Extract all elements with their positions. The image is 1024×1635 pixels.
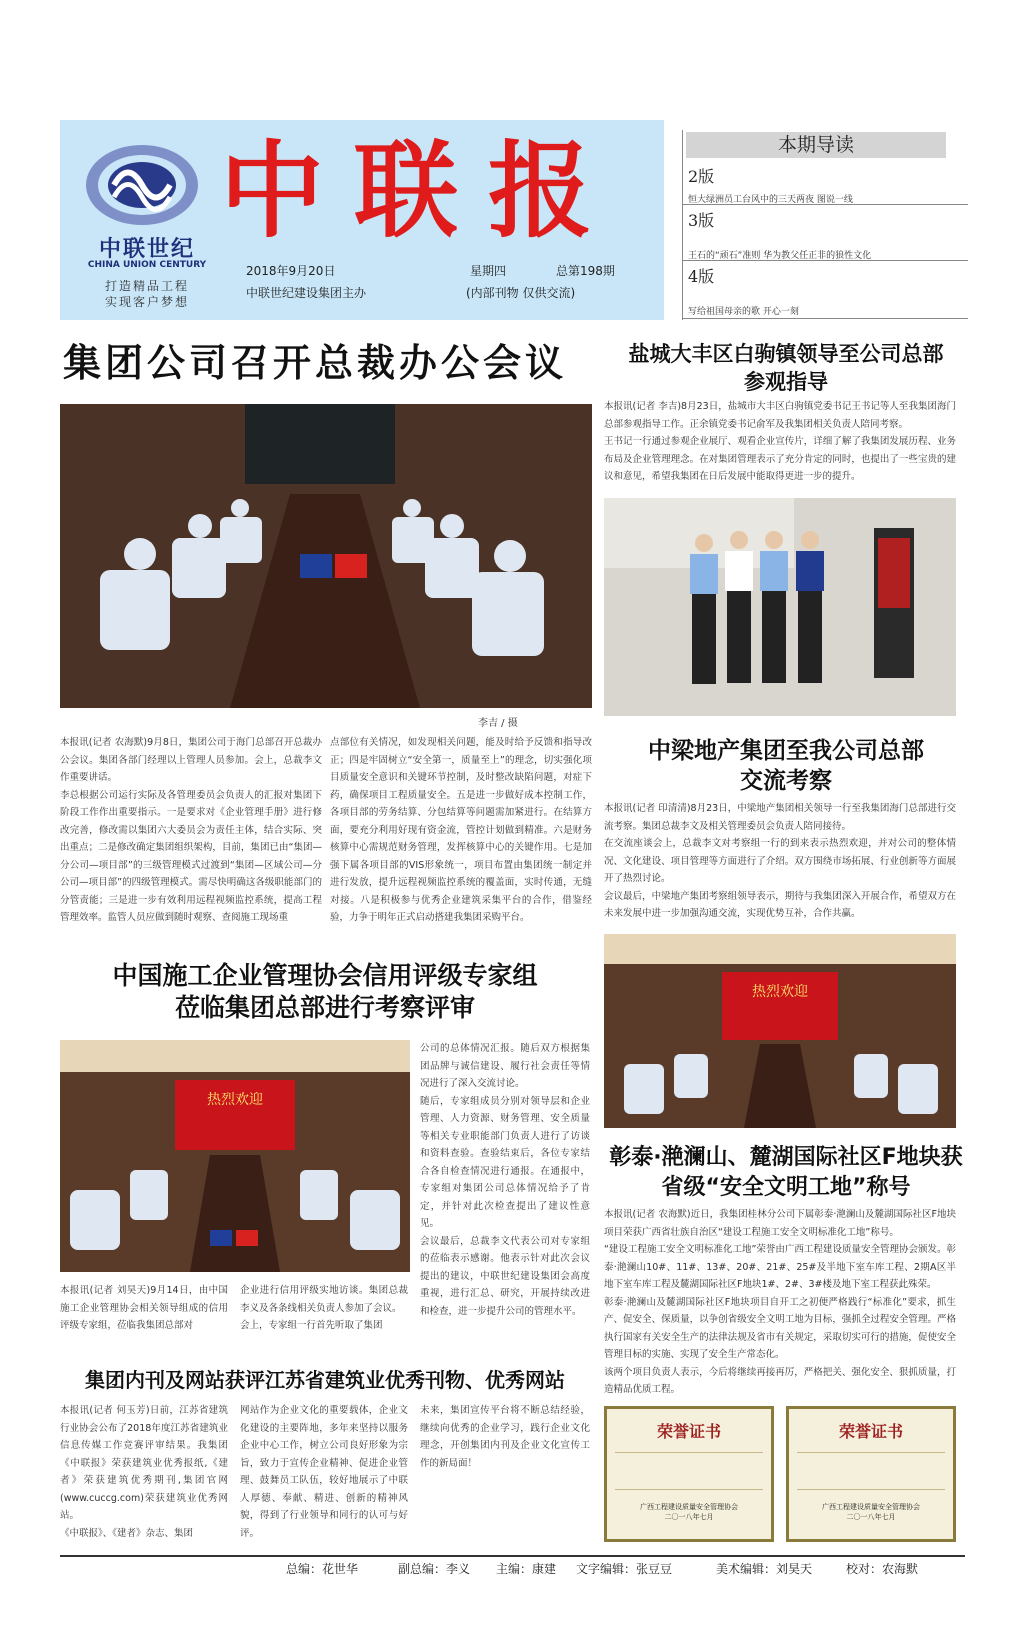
toc-item-text: 恒大绿洲员工台风中的三天两夜 图说一线 xyxy=(688,195,853,205)
company-logo-icon xyxy=(84,142,200,228)
toc-item-text: 王石的“顽石”准则 华为教父任正非的狼性文化 xyxy=(688,251,872,261)
toc-item-page: 2版 xyxy=(688,167,715,186)
credit-text-editor: 文字编辑：张豆豆 xyxy=(576,1562,673,1576)
issue-date: 2018年9月20日 xyxy=(246,264,336,278)
expert-review-photo xyxy=(60,1040,410,1272)
toc-title: 本期导读 xyxy=(686,132,946,158)
certificate-title: 荣誉证书 xyxy=(838,1422,903,1441)
host-organization: 中联世纪建设集团主办 xyxy=(246,286,367,300)
masthead xyxy=(60,120,664,320)
toc-item-page: 3版 xyxy=(688,211,715,230)
conference-room-photo xyxy=(604,934,956,1128)
article-6-column-2: 网站作为企业文化的重要载体，企业文化建设的主要阵地，多年来坚持以服务企业中心工作，树立公司良好形象为宗旨，致力于宣传企业精神、促进企业管理、鼓舞员工队伍，较好地展示了中联人厚德、奉献、精进、创新的精神风貌，得到了行业领导和同行的认可与好评。 xyxy=(240,1405,408,1539)
certificate-date: 二〇一八年七月 xyxy=(846,1513,896,1521)
circulation-note: (内部刊物 仅供交流) xyxy=(466,286,576,300)
credit-chief-editor: 主编：康建 xyxy=(496,1562,557,1576)
article-4-title: 中国施工企业管理协会信用评级专家组 xyxy=(112,961,538,990)
article-4-title-line-2: 莅临集团总部进行考察评审 xyxy=(174,993,475,1022)
credit-editor-in-chief: 总编：花世华 xyxy=(286,1562,359,1576)
toc-item-text: 写给祖国母亲的歌 开心一刻 xyxy=(688,307,799,317)
honor-certificate xyxy=(604,1406,774,1542)
article-6-title: 集团内刊及网站获评江苏省建筑业优秀刊物、优秀网站 xyxy=(85,1368,565,1392)
footer-divider xyxy=(60,1555,965,1557)
slogan-line-2: 实现客户梦想 xyxy=(104,295,189,309)
table-of-contents xyxy=(682,130,968,320)
article-3-title-line-2: 交流考察 xyxy=(740,768,832,794)
honor-certificate xyxy=(786,1406,956,1542)
certificate-issuer: 广西工程建设质量安全管理协会 xyxy=(640,1503,738,1511)
article-5-title-line-2: 省级“安全文明工地”称号 xyxy=(661,1175,911,1200)
article-3-title: 中梁地产集团至我公司总部 xyxy=(648,738,924,764)
welcome-banner-text: 热烈欢迎 xyxy=(207,1092,263,1108)
logo-chinese-name: 中联世纪 xyxy=(98,237,195,262)
certificate-issuer: 广西工程建设质量安全管理协会 xyxy=(822,1503,920,1511)
article-4-column-3: 公司的总体情况汇报。随后双方根据集团品牌与诚信建设、履行社会责任等情况进行了深入交流讨论。 随后，专家组成员分别对领导层和企业管理、人力资源、财务管理、安全质量等相关专业职能部门负责人进行了访谈和资料查验。查验结束后，各位专家结合各自检查情况进行通报。在通报中，专家组对集团公司总体情况给予了肯定，并针对此次检查提出了建议性意见。 会议最后，总裁李文代表公司对专家组的莅临表示感谢。他表示针对此次会议提出的建议，中联世纪建设集团会高度重视，进行汇总、研究，开展持续改进和检查，进一步提升公司的管理水平。 xyxy=(420,1043,590,1317)
article-4-column-1: 本报讯(记者 刘昊天)9月14日，由中国施工企业管理协会相关领导组成的信用评级专家组，莅临我集团总部对 xyxy=(60,1285,228,1331)
meeting-photo xyxy=(60,404,592,708)
slogan-line-1: 打造精品工程 xyxy=(104,279,189,293)
article-4-column-2: 企业进行信用评级实地访谈。集团总裁李义及各条线相关负责人参加了会议。 会上，专家组一行首先听取了集团 xyxy=(240,1285,408,1331)
article-2-title-line-2: 参观指导 xyxy=(744,370,828,394)
certificate-title: 荣誉证书 xyxy=(656,1422,721,1441)
toc-item-page: 4版 xyxy=(688,267,715,286)
article-3-body: 本报讯(记者 印清清)8月23日，中梁地产集团相关领导一行至我集团海门总部进行交流考察。集团总裁李文及相关管理委员会负责人陪同接待。 在交流座谈会上，总裁李文对考察组一行的到来表示热烈欢迎，并对公司的整体情况、文化建设、项目管理等方面进行了介绍。双方围绕市场拓展、行业创新等方面展开了热烈讨论。 会议最后，中梁地产集团考察组领导表示，期待与我集团深入开展合作，希望双方在未来发展中进一步加强沟通交流，实现优势互补，合作共赢。 xyxy=(604,803,956,919)
newspaper-title: 中联报 xyxy=(220,129,623,252)
article-1-column-1: 本报讯(记者 农海默)9月8日，集团公司于海门总部召开总裁办公会议。集团各部门经理以上管理人员参加。会上，总裁李文作重要讲话。 李总根据公司运行实际及各管理委员会负责人的汇报对集团下阶段工作作出重要指示。一是要求对《企业管理手册》进行修改完善，修改需以集团六大委员会为责任主体，结合实际、突出重点；二是修改确定集团组织架构，目前，集团已由“集团—分公司—项目部”的三级管理模式过渡到“集团—区域公司—分公司—项目部”的四级管理模式。需尽快明确这各级职能部门的分管责能；三是进一步有效利用远程视频监控系统，提高工程管理效率。监管人员应做到随时观察、查阅施工现场重 xyxy=(60,737,322,923)
credit-proofreader: 校对：农海默 xyxy=(846,1562,919,1576)
article-2-body: 本报讯(记者 李吉)8月23日，盐城市大丰区白驹镇党委书记王书记等人至我集团海门总部参观指导工作。正余镇党委书记俞军及我集团相关负责人陪同考察。 王书记一行通过参观企业展厅、观看企业宣传片，详细了解了我集团发展历程、业务布局及企业管理理念。在对集团管理表示了充分肯定的同时，也提出了一些宝贵的建议和意见，希望我集团在日后发展中能取得更进一步的提升。 xyxy=(604,401,956,482)
credit-art-editor: 美术编辑：刘昊天 xyxy=(716,1562,813,1576)
welcome-banner-text: 热烈欢迎 xyxy=(752,984,808,1000)
article-5-body: 本报讯(记者 农海默)近日，我集团桂林分公司下属彰泰·滟澜山及麓湖国际社区F地块项目荣获广西省壮族自治区“建设工程施工安全文明标准化工地”称号。 “建设工程施工安全文明标准化工地”荣誉由广西工程建设质量安全管理协会颁发。彰泰·滟澜山10#、11#、13#、20#、21#、25#及半地下室车库工程、2期A区半地下室车库工程及麓湖国际社区F地块1#、2#、3#楼及地下室工程获此殊荣。 彰泰·滟澜山及麓湖国际社区F地块项目自开工之初便严格践行“标准化”要求，抓生产、促安全、保质量，以争创省级安全文明工地为目标，强抓全过程安全管理。严格执行国家有关安全生产的法律法规及省市有关规定，采取切实可行的措施，促使安全管理目标的实施、实现了安全生产常态化。 该两个项目负责人表示，今后将继续再接再厉，严格把关、强化安全、狠抓质量，打造精品优质工程。 xyxy=(604,1209,956,1395)
credit-deputy-editor: 副总编：李义 xyxy=(398,1562,471,1576)
article-6-column-3: 未来，集团宣传平台将不断总结经验，继续向优秀的企业学习，践行企业文化理念，开创集团内刊及企业文化宣传工作的新局面！ xyxy=(420,1405,590,1469)
certificate-date: 二〇一八年七月 xyxy=(664,1513,714,1521)
photo-credit: 李吉 / 摄 xyxy=(478,718,518,729)
article-6-column-1: 本报讯(记者 何玉芳)日前，江苏省建筑行业协会公布了2018年度江苏省建筑业信息传媒工作竞赛评审结果。我集团《中联报》荣获建筑业优秀报纸,《建者》荣获建筑优秀期刊,集团官网(www.cuccg.com)荣获建筑业优秀网站。 《中联报》、《建者》杂志、集团 xyxy=(60,1405,228,1539)
issue-weekday: 星期四 xyxy=(470,264,507,278)
article-1-column-2: 点部位有关情况，如发现相关问题，能及时给予反馈和指导改正；四是牢固树立“安全第一，质量至上”的理念，切实强化项目质量安全意识和关键环节控制，及时整改缺陷问题，对症下药，确保项目工程质量安全。五是进一步做好成本控制工作，各项目部的劳务结算、分包结算等问题需加紧进行。在结算方面，要充分利用好现有资金流，管控计划做到精准。六是财务核算中心需规范财务管理，发挥核算中心的关键作用。七是加强下属各项目部的VIS形象统一，项目布置由集团统一制定并进行发放，提升远程视频监控系统的覆盖面，实时传通，无缝对接。八是积极参与优秀企业建筑采集平台的合作，借鉴经验，力争于明年正式启动搭建我集团采购平台。 xyxy=(330,737,592,923)
article-2-title: 盐城大丰区白驹镇领导至公司总部 xyxy=(628,342,944,366)
logo-english-name: CHINA UNION CENTURY xyxy=(87,260,207,270)
visit-photo xyxy=(604,498,956,716)
article-5-title: 彰泰·滟澜山、麓湖国际社区F地块获 xyxy=(609,1145,963,1170)
issue-number: 总第198期 xyxy=(556,264,615,278)
article-1-title: 集团公司召开总裁办公会议 xyxy=(62,341,567,385)
